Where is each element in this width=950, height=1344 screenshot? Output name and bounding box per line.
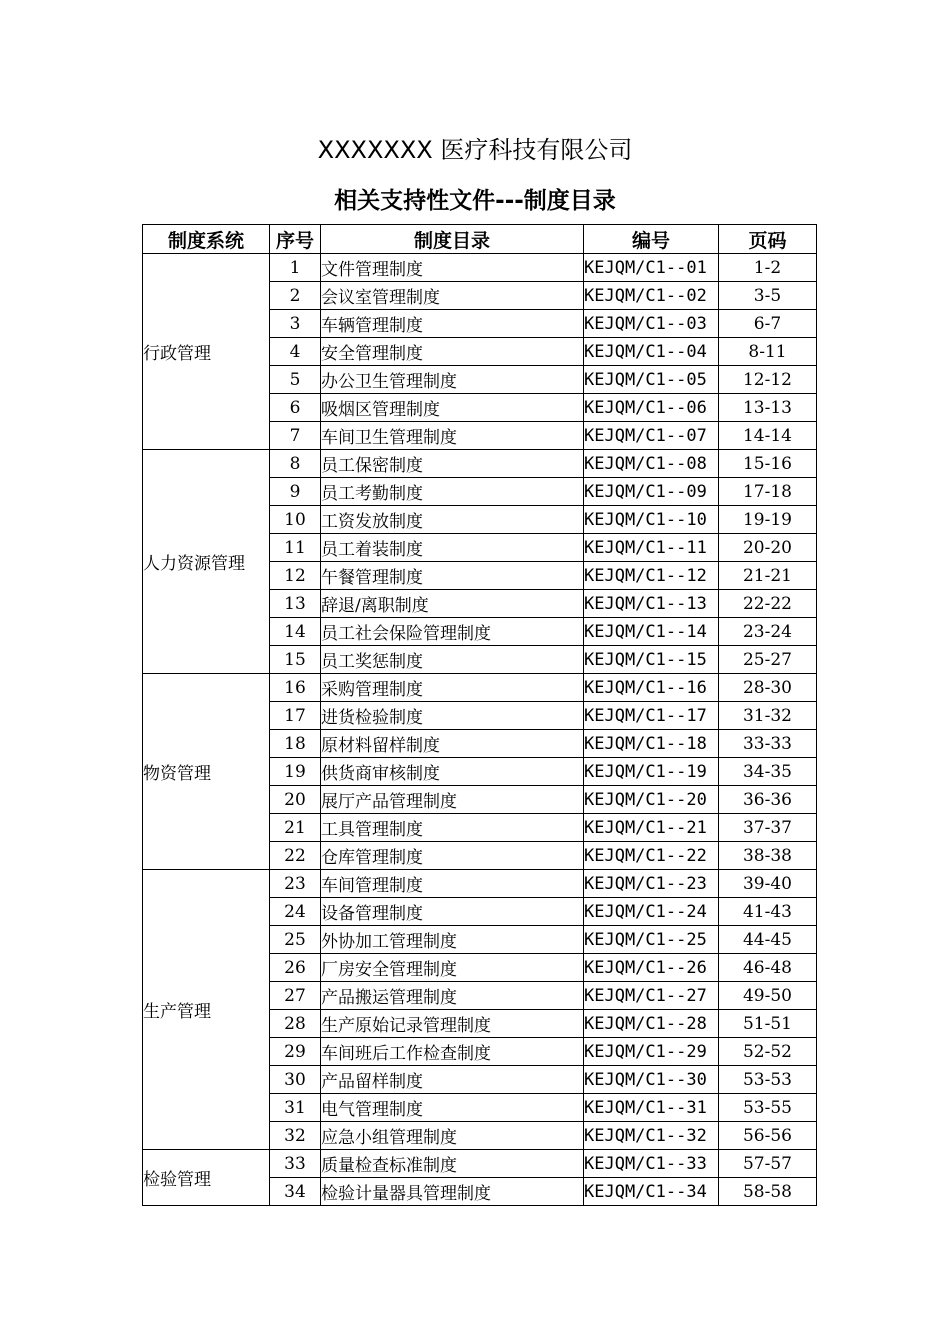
document-code-cell: KEJQM/C1--18	[584, 730, 719, 758]
document-code-cell: KEJQM/C1--15	[584, 646, 719, 674]
row-number-cell: 22	[270, 842, 321, 870]
row-number-cell: 9	[270, 478, 321, 506]
page-range-cell: 53-53	[719, 1066, 817, 1094]
regulation-name-cell: 安全管理制度	[321, 338, 584, 366]
regulation-name-cell: 车间管理制度	[321, 870, 584, 898]
document-code-cell: KEJQM/C1--31	[584, 1094, 719, 1122]
page-range-cell: 6-7	[719, 310, 817, 338]
regulation-catalog-table	[142, 224, 817, 1206]
regulation-name-cell: 仓库管理制度	[321, 842, 584, 870]
page-range-cell: 17-18	[719, 478, 817, 506]
regulation-name-cell: 应急小组管理制度	[321, 1122, 584, 1150]
regulation-name-cell: 设备管理制度	[321, 898, 584, 926]
document-code-cell: KEJQM/C1--04	[584, 338, 719, 366]
row-number-cell: 23	[270, 870, 321, 898]
page-range-cell: 38-38	[719, 842, 817, 870]
row-number-cell: 29	[270, 1038, 321, 1066]
page-range-cell: 58-58	[719, 1178, 817, 1206]
document-code-cell: KEJQM/C1--08	[584, 450, 719, 478]
row-number-cell: 3	[270, 310, 321, 338]
row-number-cell: 16	[270, 674, 321, 702]
page-range-cell: 41-43	[719, 898, 817, 926]
column-header-pages: 页码	[719, 225, 817, 254]
regulation-name-cell: 车间卫生管理制度	[321, 422, 584, 450]
row-number-cell: 18	[270, 730, 321, 758]
system-category-cell: 人力资源管理	[143, 450, 270, 674]
regulation-name-cell: 车辆管理制度	[321, 310, 584, 338]
row-number-cell: 13	[270, 590, 321, 618]
row-number-cell: 27	[270, 982, 321, 1010]
page-range-cell: 25-27	[719, 646, 817, 674]
row-number-cell: 19	[270, 758, 321, 786]
document-code-cell: KEJQM/C1--14	[584, 618, 719, 646]
regulation-name-cell: 生产原始记录管理制度	[321, 1010, 584, 1038]
document-code-cell: KEJQM/C1--21	[584, 814, 719, 842]
row-number-cell: 34	[270, 1178, 321, 1206]
document-code-cell: KEJQM/C1--13	[584, 590, 719, 618]
column-header-system: 制度系统	[143, 225, 270, 254]
regulation-name-cell: 检验计量器具管理制度	[321, 1178, 584, 1206]
page-range-cell: 34-35	[719, 758, 817, 786]
row-number-cell: 5	[270, 366, 321, 394]
regulation-name-cell: 员工考勤制度	[321, 478, 584, 506]
page-range-cell: 20-20	[719, 534, 817, 562]
row-number-cell: 21	[270, 814, 321, 842]
row-number-cell: 14	[270, 618, 321, 646]
system-category-cell: 行政管理	[143, 254, 270, 450]
document-code-cell: KEJQM/C1--26	[584, 954, 719, 982]
row-number-cell: 20	[270, 786, 321, 814]
row-number-cell: 12	[270, 562, 321, 590]
document-code-cell: KEJQM/C1--10	[584, 506, 719, 534]
row-number-cell: 28	[270, 1010, 321, 1038]
system-category-cell: 检验管理	[143, 1150, 270, 1206]
regulation-name-cell: 吸烟区管理制度	[321, 394, 584, 422]
document-code-cell: KEJQM/C1--25	[584, 926, 719, 954]
page-range-cell: 3-5	[719, 282, 817, 310]
document-code-cell: KEJQM/C1--34	[584, 1178, 719, 1206]
table-body	[143, 254, 817, 1206]
row-number-cell: 25	[270, 926, 321, 954]
regulation-name-cell: 车间班后工作检查制度	[321, 1038, 584, 1066]
page-range-cell: 49-50	[719, 982, 817, 1010]
page-range-cell: 44-45	[719, 926, 817, 954]
page-range-cell: 14-14	[719, 422, 817, 450]
page-range-cell: 46-48	[719, 954, 817, 982]
row-number-cell: 33	[270, 1150, 321, 1178]
row-number-cell: 11	[270, 534, 321, 562]
regulation-name-cell: 电气管理制度	[321, 1094, 584, 1122]
page-range-cell: 15-16	[719, 450, 817, 478]
page-range-cell: 37-37	[719, 814, 817, 842]
regulation-name-cell: 原材料留样制度	[321, 730, 584, 758]
page-range-cell: 57-57	[719, 1150, 817, 1178]
column-header-name: 制度目录	[321, 225, 584, 254]
page-range-cell: 31-32	[719, 702, 817, 730]
row-number-cell: 32	[270, 1122, 321, 1150]
document-code-cell: KEJQM/C1--27	[584, 982, 719, 1010]
table-header-row	[143, 225, 817, 254]
regulation-name-cell: 办公卫生管理制度	[321, 366, 584, 394]
table-row	[143, 450, 817, 478]
page-range-cell: 22-22	[719, 590, 817, 618]
page-range-cell: 36-36	[719, 786, 817, 814]
document-code-cell: KEJQM/C1--28	[584, 1010, 719, 1038]
regulation-name-cell: 工资发放制度	[321, 506, 584, 534]
regulation-name-cell: 员工社会保险管理制度	[321, 618, 584, 646]
document-code-cell: KEJQM/C1--20	[584, 786, 719, 814]
regulation-name-cell: 产品留样制度	[321, 1066, 584, 1094]
row-number-cell: 24	[270, 898, 321, 926]
page-range-cell: 33-33	[719, 730, 817, 758]
document-code-cell: KEJQM/C1--05	[584, 366, 719, 394]
document-code-cell: KEJQM/C1--12	[584, 562, 719, 590]
document-code-cell: KEJQM/C1--03	[584, 310, 719, 338]
company-name: XXXXXXX 医疗科技有限公司	[317, 136, 633, 164]
row-number-cell: 2	[270, 282, 321, 310]
page-range-cell: 53-55	[719, 1094, 817, 1122]
document-code-cell: KEJQM/C1--01	[584, 254, 719, 282]
document-code-cell: KEJQM/C1--11	[584, 534, 719, 562]
document-code-cell: KEJQM/C1--19	[584, 758, 719, 786]
document-code-cell: KEJQM/C1--16	[584, 674, 719, 702]
page-range-cell: 21-21	[719, 562, 817, 590]
page-range-cell: 39-40	[719, 870, 817, 898]
page-range-cell: 12-12	[719, 366, 817, 394]
page-range-cell: 28-30	[719, 674, 817, 702]
row-number-cell: 30	[270, 1066, 321, 1094]
row-number-cell: 17	[270, 702, 321, 730]
column-header-code: 编号	[584, 225, 719, 254]
page-range-cell: 19-19	[719, 506, 817, 534]
document-code-cell: KEJQM/C1--07	[584, 422, 719, 450]
regulation-name-cell: 辞退/离职制度	[321, 590, 584, 618]
table-row	[143, 870, 817, 898]
regulation-name-cell: 进货检验制度	[321, 702, 584, 730]
regulation-name-cell: 会议室管理制度	[321, 282, 584, 310]
regulation-name-cell: 工具管理制度	[321, 814, 584, 842]
page-range-cell: 56-56	[719, 1122, 817, 1150]
row-number-cell: 31	[270, 1094, 321, 1122]
regulation-name-cell: 质量检查标准制度	[321, 1150, 584, 1178]
page-range-cell: 23-24	[719, 618, 817, 646]
regulation-name-cell: 展厅产品管理制度	[321, 786, 584, 814]
document-code-cell: KEJQM/C1--33	[584, 1150, 719, 1178]
system-category-cell: 物资管理	[143, 674, 270, 870]
document-code-cell: KEJQM/C1--17	[584, 702, 719, 730]
row-number-cell: 10	[270, 506, 321, 534]
document-title: 相关支持性文件---制度目录	[334, 188, 616, 214]
page-range-cell: 51-51	[719, 1010, 817, 1038]
document-code-cell: KEJQM/C1--09	[584, 478, 719, 506]
page-range-cell: 52-52	[719, 1038, 817, 1066]
document-code-cell: KEJQM/C1--22	[584, 842, 719, 870]
regulation-name-cell: 产品搬运管理制度	[321, 982, 584, 1010]
regulation-name-cell: 员工着装制度	[321, 534, 584, 562]
regulation-name-cell: 员工奖惩制度	[321, 646, 584, 674]
page-range-cell: 13-13	[719, 394, 817, 422]
document-code-cell: KEJQM/C1--23	[584, 870, 719, 898]
document-code-cell: KEJQM/C1--24	[584, 898, 719, 926]
table-row	[143, 674, 817, 702]
regulation-name-cell: 午餐管理制度	[321, 562, 584, 590]
page-range-cell: 1-2	[719, 254, 817, 282]
table-row	[143, 254, 817, 282]
regulation-name-cell: 文件管理制度	[321, 254, 584, 282]
document-code-cell: KEJQM/C1--06	[584, 394, 719, 422]
column-header-no: 序号	[270, 225, 321, 254]
row-number-cell: 8	[270, 450, 321, 478]
regulation-name-cell: 员工保密制度	[321, 450, 584, 478]
regulation-name-cell: 外协加工管理制度	[321, 926, 584, 954]
row-number-cell: 15	[270, 646, 321, 674]
document-code-cell: KEJQM/C1--30	[584, 1066, 719, 1094]
document-code-cell: KEJQM/C1--02	[584, 282, 719, 310]
row-number-cell: 26	[270, 954, 321, 982]
row-number-cell: 4	[270, 338, 321, 366]
row-number-cell: 6	[270, 394, 321, 422]
regulation-name-cell: 采购管理制度	[321, 674, 584, 702]
document-code-cell: KEJQM/C1--29	[584, 1038, 719, 1066]
row-number-cell: 1	[270, 254, 321, 282]
page-range-cell: 8-11	[719, 338, 817, 366]
row-number-cell: 7	[270, 422, 321, 450]
system-category-cell: 生产管理	[143, 870, 270, 1150]
regulation-name-cell: 厂房安全管理制度	[321, 954, 584, 982]
document-code-cell: KEJQM/C1--32	[584, 1122, 719, 1150]
regulation-name-cell: 供货商审核制度	[321, 758, 584, 786]
table-row	[143, 1150, 817, 1178]
